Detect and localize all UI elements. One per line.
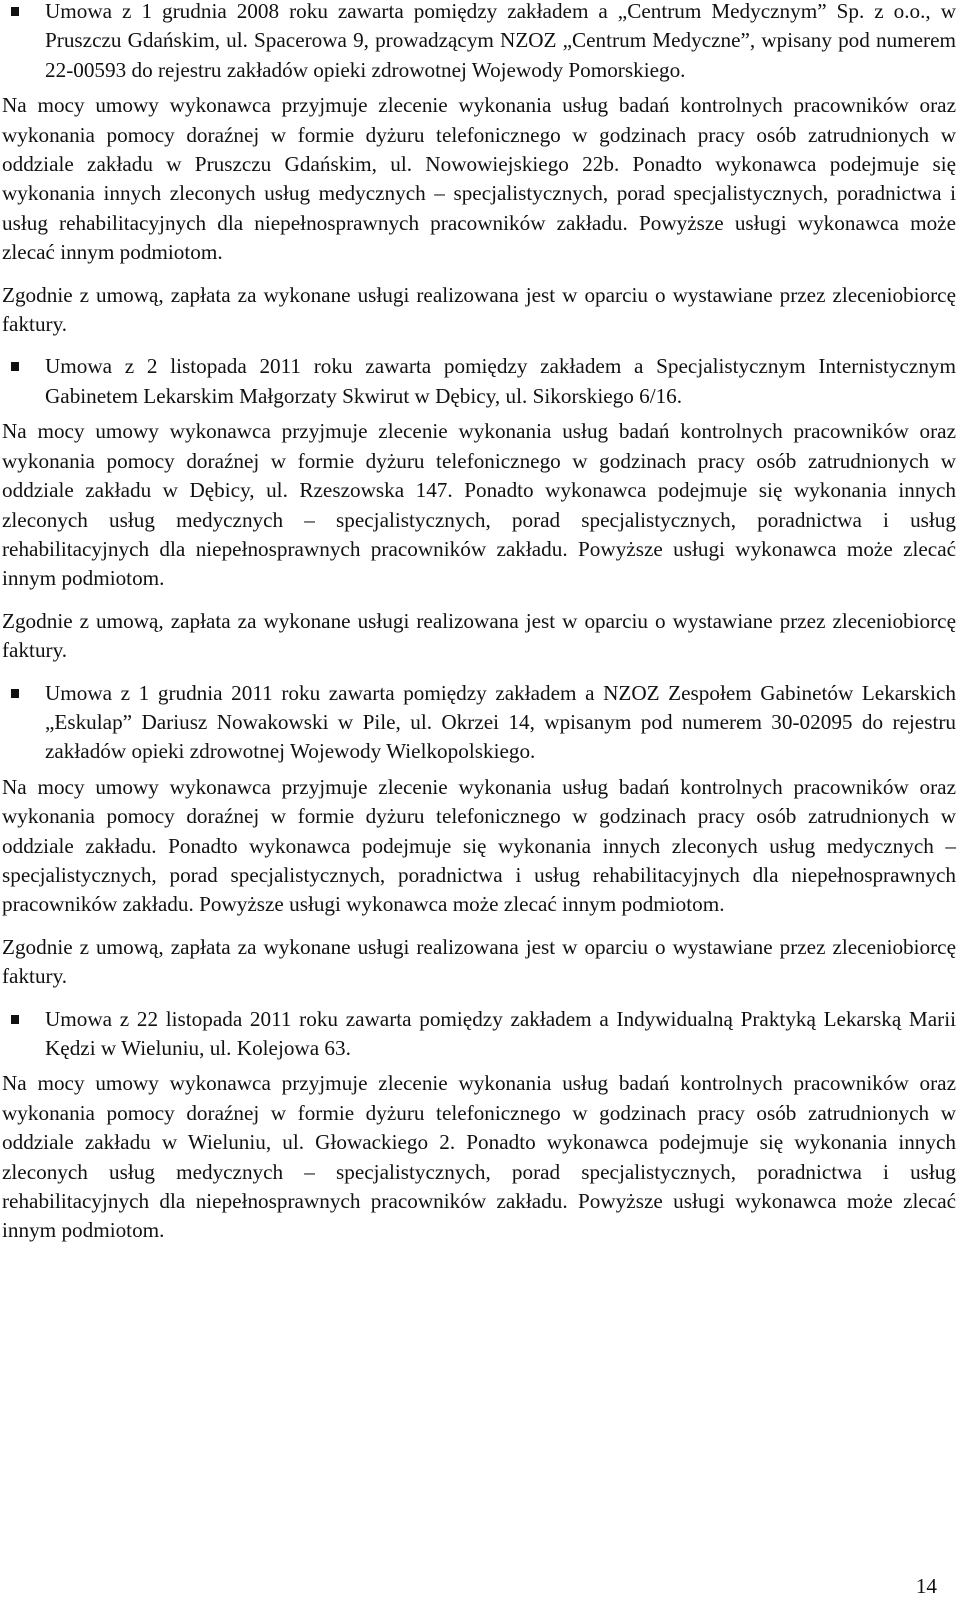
contract-bullet-4 <box>2 1005 956 1064</box>
contract-bullet-text: Umowa z 1 grudnia 2011 roku zawarta pomiędzy zakładem a NZOZ Zespołem Gabinetów Lekarskich „Eskulap” Dariusz Nowakowski w Pile, ul. Okrzei 14, wpisanym pod numerem 30-02095 do rejestru zakładów opieki zdrowotnej Wojewody Wielkopolskiego. <box>45 680 956 764</box>
contract-description-1: Na mocy umowy wykonawca przyjmuje zlecenie wykonania usług badań kontrolnych pracowników oraz wykonania pomocy doraźnej w formie dyżuru telefonicznego w godzinach pracy osób zatrudnionych w oddziale zakładu w Pruszczu Gdańskim, ul. Nowowiejskiego 22b. Ponadto wykonawca podejmuje się wykonania innych zleconych usług medycznych – specjalistycznych, porad specjalistycznych, poradnictwa i usług rehabilitacyjnych dla niepełnosprawnych pracowników zakładu. Powyższe usługi wykonawca może zlecać innym podmiotom. <box>2 93 956 265</box>
square-bullet-icon <box>11 1015 19 1024</box>
contract-bullet-2 <box>2 352 956 411</box>
contract-bullet-text: Umowa z 1 grudnia 2008 roku zawarta pomiędzy zakładem a „Centrum Medycznym” Sp. z o.o., w Pruszczu Gdańskim, ul. Spacerowa 9, prowadzącym NZOZ „Centrum Medyczne”, wpisany pod numerem 22-00593 do rejestru zakładów opieki zdrowotnej Wojewody Pomorskiego. <box>45 0 956 82</box>
payment-note-2: Zgodnie z umową, zapłata za wykonane usługi realizowana jest w oparciu o wystawiane przez zleceniobiorcę faktury. <box>2 608 956 663</box>
payment-note-1: Zgodnie z umową, zapłata za wykonane usługi realizowana jest w oparciu o wystawiane przez zleceniobiorcę faktury. <box>2 282 956 337</box>
payment-note-3: Zgodnie z umową, zapłata za wykonane usługi realizowana jest w oparciu o wystawiane przez zleceniobiorcę faktury. <box>2 934 956 989</box>
square-bullet-icon <box>11 7 19 16</box>
square-bullet-icon <box>11 362 19 371</box>
contract-bullet-1 <box>2 0 956 85</box>
square-bullet-icon <box>11 689 19 698</box>
contract-description-4: Na mocy umowy wykonawca przyjmuje zlecenie wykonania usług badań kontrolnych pracowników oraz wykonania pomocy doraźnej w formie dyżuru telefonicznego w godzinach pracy osób zatrudnionych w oddziale zakładu w Wieluniu, ul. Głowackiego 2. Ponadto wykonawca podejmuje się wykonania innych zleconych usług medycznych – specjalistycznych, porad specjalistycznych, poradnictwa i usług rehabilitacyjnych dla niepełnosprawnych pracowników zakładu. Powyższe usługi wykonawca może zlecać innym podmiotom. <box>2 1071 956 1243</box>
contract-bullet-text: Umowa z 22 listopada 2011 roku zawarta pomiędzy zakładem a Indywidualną Praktyką Lekarską Marii Kędzi w Wieluniu, ul. Kolejowa 63. <box>45 1006 956 1060</box>
contract-description-3: Na mocy umowy wykonawca przyjmuje zlecenie wykonania usług badań kontrolnych pracowników oraz wykonania pomocy doraźnej w formie dyżuru telefonicznego w godzinach pracy osób zatrudnionych w oddziale zakładu. Ponadto wykonawca podejmuje się wykonania innych zleconych usług medycznych – specjalistycznych, porad specjalistycznych, poradnictwa i usług rehabilitacyjnych dla niepełnosprawnych pracowników zakładu. Powyższe usługi wykonawca może zlecać innym podmiotom. <box>2 774 956 917</box>
contract-description-2: Na mocy umowy wykonawca przyjmuje zlecenie wykonania usług badań kontrolnych pracowników oraz wykonania pomocy doraźnej w formie dyżuru telefonicznego w godzinach pracy osób zatrudnionych w oddziale zakładu w Dębicy, ul. Rzeszowska 147. Ponadto wykonawca podejmuje się wykonania innych zleconych usług medycznych – specjalistycznych, porad specjalistycznych, poradnictwa i usług rehabilitacyjnych dla niepełnosprawnych pracowników zakładu. Powyższe usługi wykonawca może zlecać innym podmiotom. <box>2 419 956 591</box>
contract-bullet-text: Umowa z 2 listopada 2011 roku zawarta pomiędzy zakładem a Specjalistycznym Internistycznym Gabinetem Lekarskim Małgorzaty Skwirut w Dębicy, ul. Sikorskiego 6/16. <box>45 354 956 408</box>
document-body <box>2 0 956 1246</box>
contract-bullet-3 <box>2 679 956 767</box>
page-number: 14 <box>915 1574 937 1598</box>
